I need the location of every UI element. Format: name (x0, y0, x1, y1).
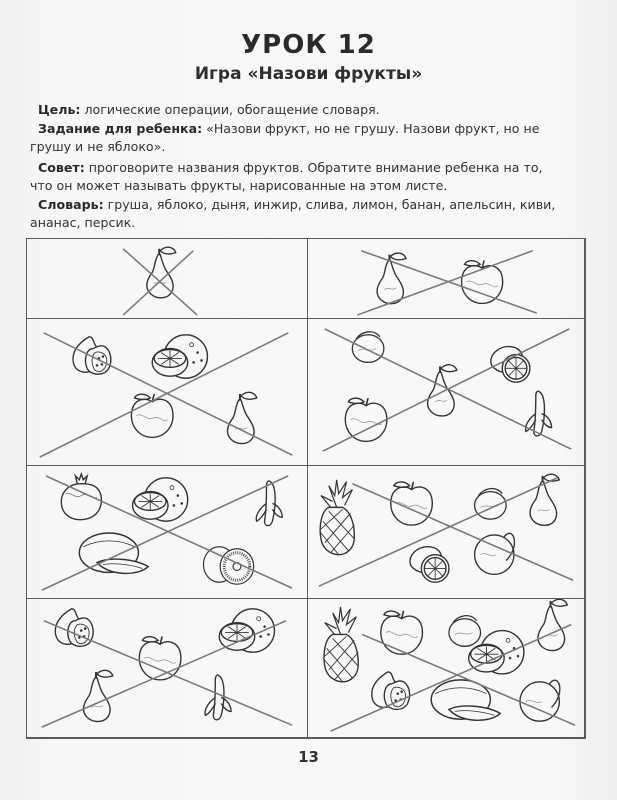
grid-cell-r3c1 (26, 465, 308, 599)
game-title: Игра «Назови фрукты» (194, 64, 423, 84)
apple-icon (462, 260, 503, 303)
cell-illustration (27, 319, 307, 465)
advice-text: проговорите названия фруктов. Обратите внимание ребенка на то, (84, 160, 543, 175)
pomegranate-icon (61, 474, 101, 520)
pear-icon (428, 365, 457, 416)
vocabulary-label: Словарь: (38, 197, 104, 212)
grid-cell-r4c2 (307, 598, 586, 739)
orange-icon (133, 478, 188, 521)
grid-cell-r2c1 (26, 318, 308, 466)
banana-icon (256, 481, 282, 526)
pear-icon (377, 253, 406, 304)
goal-paragraph (38, 101, 590, 119)
fig-icon (73, 337, 111, 374)
cell-illustration (308, 599, 585, 738)
cross-line (357, 251, 533, 315)
apple-icon (381, 611, 423, 654)
vocabulary-text: груша, яблоко, дыня, инжир, слива, лимон, банан, апельсин, киви, (103, 197, 556, 212)
plum-icon (352, 332, 384, 363)
page-number: 13 (298, 748, 319, 766)
grid-cell-r4c1 (26, 598, 308, 739)
plum-icon (449, 616, 481, 647)
cell-illustration (27, 466, 307, 598)
pear-icon (538, 599, 567, 650)
advice-label: Совет: (38, 160, 85, 175)
pineapple-icon (324, 607, 358, 682)
melon-icon (431, 680, 500, 720)
cross-line (331, 625, 572, 731)
task-text: «Назови фрукт, но не грушу. Назови фрукт, но не (202, 121, 540, 136)
task-paragraph (30, 120, 590, 155)
advice-text-continuation: что он может называть фрукты, нарисованные на этом листе. (30, 177, 448, 193)
cell-illustration (308, 239, 585, 318)
task-text-continuation: грушу и не яблоко». (30, 138, 166, 154)
vocabulary-paragraph (30, 196, 590, 231)
grid-cell-r3c2 (307, 465, 586, 599)
apple-icon (345, 398, 387, 441)
grid-cell-r1c1 (26, 238, 308, 319)
cell-illustration (308, 319, 585, 465)
pear-icon (530, 474, 559, 525)
cross-line (352, 484, 573, 581)
grid-cell-r1c2 (307, 238, 586, 319)
cell-illustration (27, 239, 307, 318)
cell-illustration (308, 466, 585, 598)
lesson-title: УРОК 12 (241, 30, 376, 60)
cell-illustration (27, 599, 307, 738)
fruit-grid (26, 238, 585, 738)
goal-label: Цель: (38, 102, 81, 117)
vocabulary-text-continuation: ананас, персик. (30, 214, 136, 230)
task-label: Задание для ребенка: (38, 121, 203, 136)
orange-icon (152, 335, 207, 378)
grid-cell-r2c2 (307, 318, 586, 466)
kiwi-icon (203, 547, 253, 584)
pineapple-icon (320, 480, 354, 555)
peach-icon (520, 680, 560, 721)
advice-paragraph (30, 159, 590, 194)
pear-icon (84, 670, 113, 721)
lemon-icon (410, 547, 449, 583)
orange-icon (469, 631, 524, 674)
apple-icon (139, 636, 181, 679)
goal-text: логические операции, обогащение словаря. (80, 102, 380, 117)
cross-line (323, 329, 570, 451)
cross-line (123, 251, 193, 315)
